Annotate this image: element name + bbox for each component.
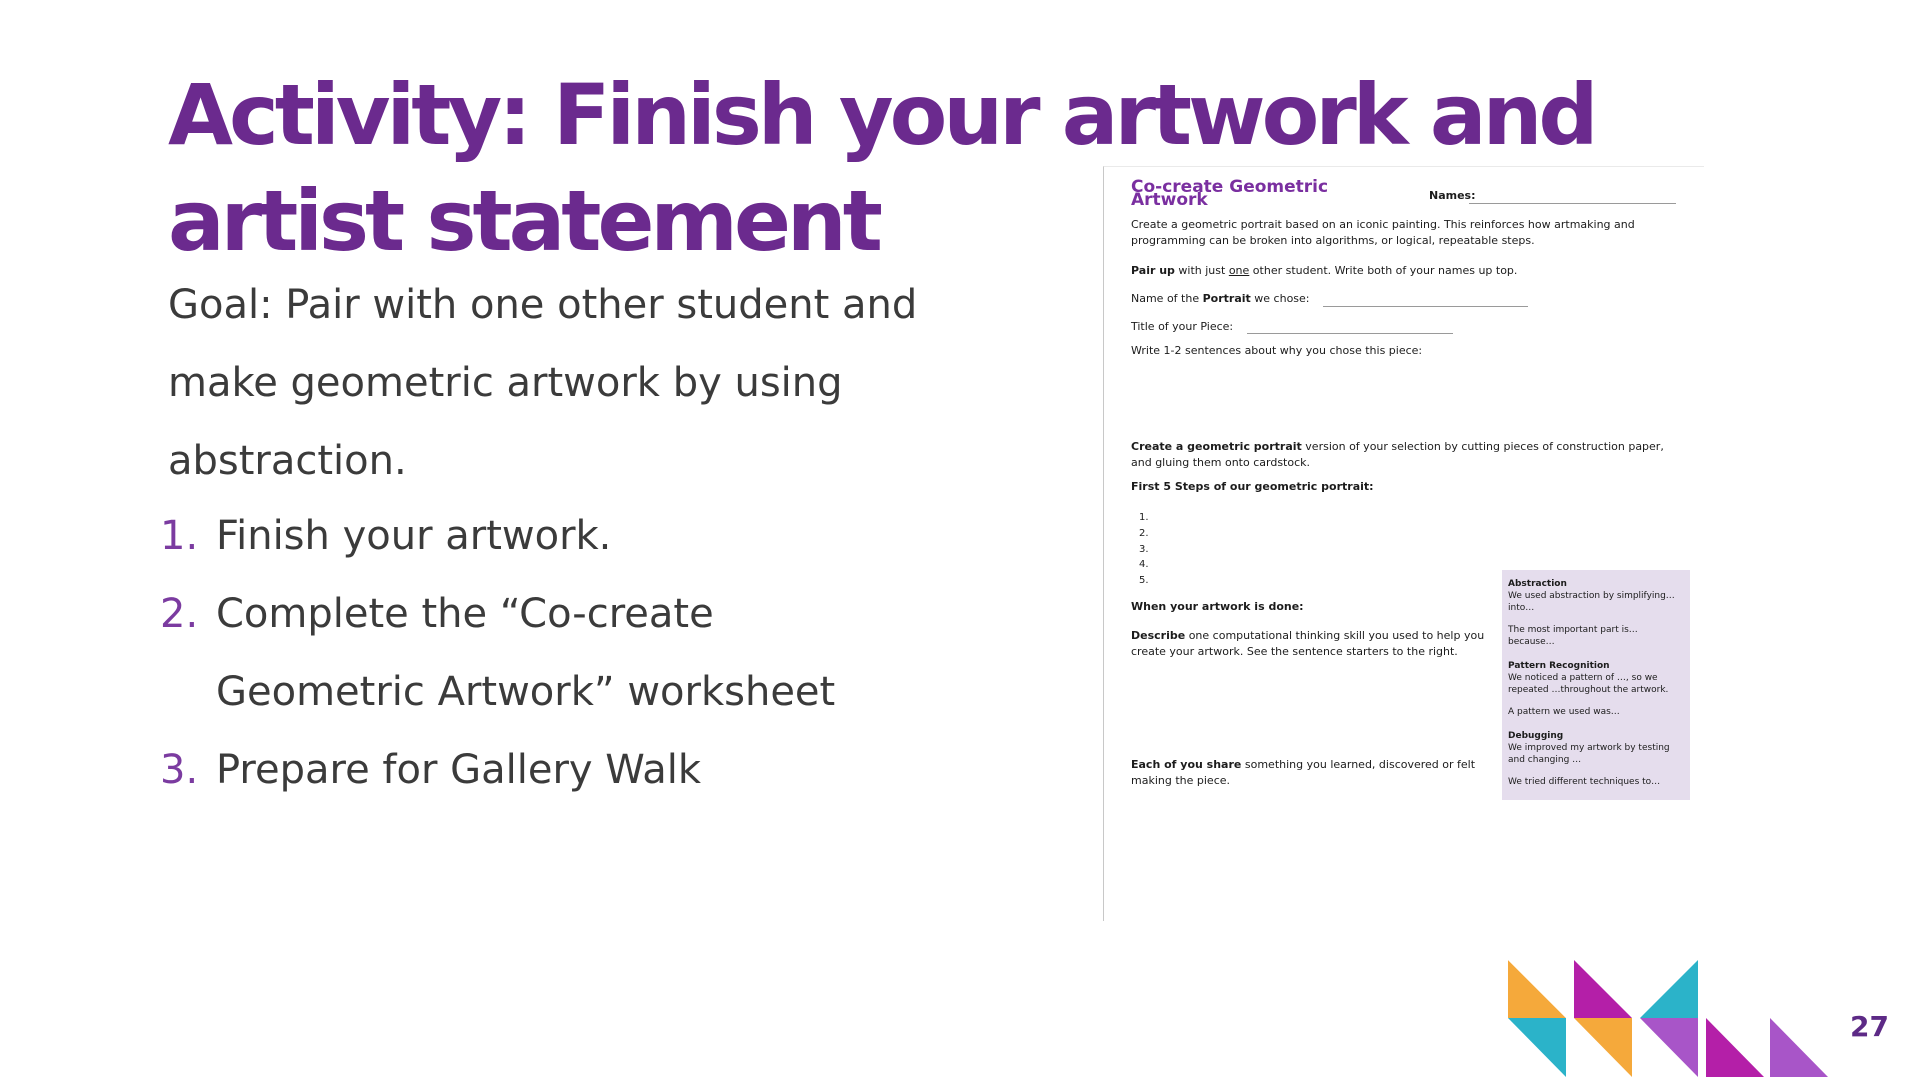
worksheet-portrait: Name of the Portrait we chose:	[1131, 292, 1310, 305]
triangle-shape	[1706, 1018, 1764, 1077]
worksheet-create: Create a geometric portrait version of your selection by cutting pieces of construction paper, and gluing them onto cardstock.	[1131, 440, 1664, 469]
list-item: 4.	[1139, 559, 1149, 571]
starter-text: We tried different techniques to…	[1508, 777, 1661, 787]
triangle-shape	[1640, 960, 1698, 1018]
goal-text: Goal: Pair with one other student and make geometric artwork by using abstraction.	[168, 282, 918, 484]
starter-heading: Abstraction	[1508, 579, 1567, 589]
worksheet-intro: Create a geometric portrait based on an iconic painting. This reinforces how artmaking and programming can be broken into algorithms, or logical, repeatable steps.	[1131, 218, 1635, 247]
starter-text: We used abstraction by simplifying… into…	[1508, 591, 1675, 613]
starter-text: We improved my artwork by testing and changing …	[1508, 743, 1670, 765]
worksheet-why: Write 1-2 sentences about why you chose this piece:	[1131, 344, 1423, 357]
list-item	[160, 731, 928, 809]
triangle-shape	[1770, 1018, 1828, 1077]
steps-list	[160, 497, 928, 809]
portrait-line	[1323, 306, 1528, 307]
step-text: Prepare for Gallery Walk	[216, 747, 702, 793]
worksheet-title-label: Title of your Piece:	[1131, 320, 1234, 333]
title-line	[1247, 333, 1453, 334]
starter-heading: Debugging	[1508, 731, 1564, 741]
step-text: Complete the “Co-create Geometric Artwork” worksheet	[216, 591, 836, 715]
triangle-shape	[1574, 1018, 1632, 1077]
starter-heading: Pattern Recognition	[1508, 661, 1610, 671]
starter-text: A pattern we used was…	[1508, 707, 1620, 717]
worksheet-pair: Pair up with just one other student. Write both of your names up top.	[1131, 264, 1518, 277]
names-line	[1469, 203, 1676, 204]
list-item: 3.	[1139, 543, 1149, 555]
list-item: 2.	[1139, 527, 1149, 539]
worksheet-step-list	[1139, 510, 1149, 589]
worksheet-first-steps: First 5 Steps of our geometric portrait:	[1131, 480, 1374, 493]
decorative-triangles	[1508, 955, 1848, 1080]
list-item: 1.	[1139, 512, 1149, 523]
list-item	[160, 497, 928, 575]
starter-text: The most important part is… because…	[1508, 625, 1638, 647]
slide-title: Activity: Finish your artwork and artist statement	[168, 66, 1595, 270]
list-item: 5.	[1139, 575, 1149, 587]
page-number: 27	[1850, 1010, 1889, 1043]
sentence-starters-box	[1502, 570, 1690, 800]
worksheet-image	[1103, 166, 1704, 921]
list-item	[160, 575, 928, 731]
starter-text: We noticed a pattern of …, so we repeated …throughout the artwork.	[1508, 673, 1669, 695]
worksheet-names-label: Names:	[1429, 189, 1476, 202]
step-number: 3.	[160, 747, 199, 793]
worksheet-share: Each of you share something you learned, discovered or felt making the piece.	[1131, 758, 1476, 787]
triangle-shape	[1508, 1018, 1566, 1077]
step-number: 2.	[160, 591, 199, 637]
triangle-shape	[1574, 960, 1632, 1018]
worksheet-when-done: When your artwork is done:	[1131, 600, 1304, 613]
worksheet-describe: Describe one computational thinking skill you used to help you create your artwork. See the sentence starters to the right.	[1131, 629, 1485, 658]
step-text: Finish your artwork.	[216, 513, 612, 559]
worksheet-title: Co-create Geometric Artwork	[1131, 177, 1329, 210]
step-number: 1.	[160, 513, 199, 559]
triangle-shape	[1640, 1018, 1698, 1077]
